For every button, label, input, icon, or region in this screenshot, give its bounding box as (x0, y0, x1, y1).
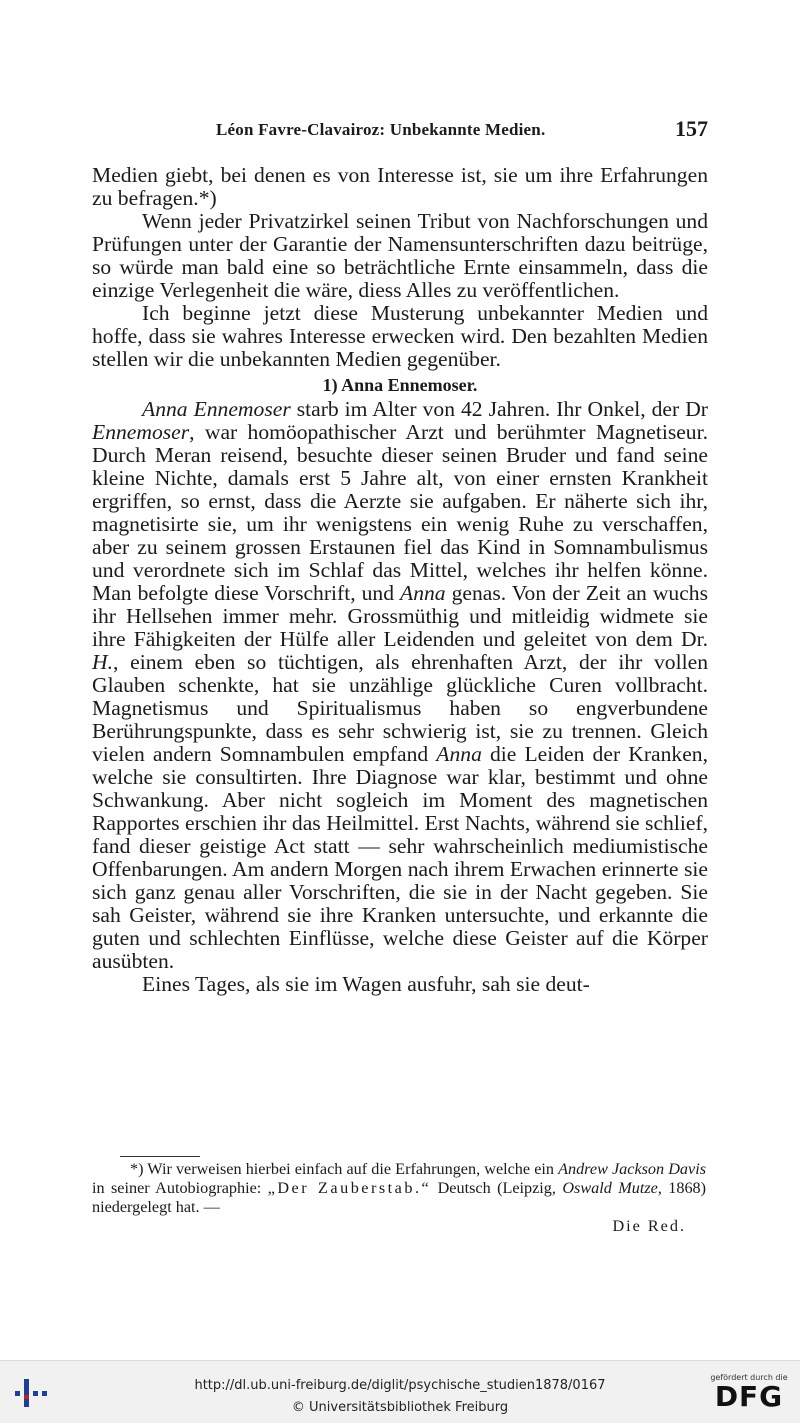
person-name: Anna Ennemoser (142, 397, 291, 421)
footnote-rule (120, 1156, 200, 1157)
dfg-logo[interactable] (708, 1373, 790, 1415)
text-run: die Leiden der Kranken, welche sie consultirten. Ihre Diagnose war klar, bestimmt und ohne Schwankung. Aber nicht sogleich im Moment des magnetischen Rapportes erschien ihr das Heilmittel. Erst Nachts, während sie schlief, fand dieser geistige Act statt — sehr wahrscheinlich mediumistische Offenbarungen. Am andern Morgen nach ihrem Erwachen erinnerte sie sich ganz genau aller Vorschriften, die sie in der Nacht gegeben. Sie sah Geister, während sie ihre Kranken untersuchte, und erkannte die guten und schlechten Einflüsse, welche diese Geister auf die Körper ausübten. (92, 742, 708, 973)
dfg-logo-text: DFG (714, 1380, 784, 1413)
paragraph (92, 398, 708, 973)
person-name: Anna (400, 581, 446, 605)
paragraph: Eines Tages, als sie im Wagen ausfuhr, sah sie deut- (142, 972, 590, 996)
footnote-text (92, 1160, 706, 1217)
book-title: „Der Zauberstab.“ (267, 1179, 432, 1197)
footnote (92, 1160, 706, 1236)
person-name: Ennemoser (92, 420, 190, 444)
page-number: 157 (675, 116, 708, 141)
text-run: starb im Alter von 42 Jahren. Ihr Onkel, der Dr (290, 397, 708, 421)
paragraph: Ich beginne jetzt diese Musterung unbekannter Medien und hoffe, dass sie wahres Interesse erwecken wird. Den bezahlten Medien stellen wir die unbekannten Medien gegenüber. (92, 301, 708, 371)
paragraph: Medien giebt, bei denen es von Interesse ist, sie um ihre Erfahrungen zu befragen.*) (92, 163, 708, 210)
body-text (92, 164, 708, 996)
text-run: genas. Von der Zeit an wuchs ihr Hellsehen immer mehr. Grossmüthig und mitleidig widmete sie ihre Fähigkeiten der Hülfe aller Leidenden und geleitet von dem Dr. (92, 581, 708, 651)
text-run: , einem eben so tüchtigen, als ehrenhaften Arzt, der ihr vollen Glauben schenkte, hat sie unzählige glückliche Curen vollbracht. Magnetismus und Spiritualismus haben so engverbundene Berührungspunkte, dass es sehr schwierig ist, sie zu trennen. Gleich vielen andern Somnambulen empfand (92, 650, 708, 766)
dfg-funding-text: gefördert durch die (710, 1373, 788, 1382)
copyright-notice: © Universitätsbibliothek Freiburg (291, 1400, 509, 1415)
viewer-footer (0, 1360, 800, 1423)
person-name: H. (92, 650, 113, 674)
person-name: Anna (436, 742, 482, 766)
page-header (92, 118, 708, 148)
text-run: , 1868) niedergelegt hat. — (92, 1179, 707, 1216)
text-run: *) Wir verweisen hierbei einfach auf die Erfahrungen, welche ein (130, 1160, 559, 1178)
text-run: , war homöopathischer Arzt und berühmter Magnetiseur. Durch Meran reisend, besuchte dieser seinen Bruder und fand seine kleine Nichte, damals erst 5 Jahre alt, von einer ernsten Krankheit ergriffen, so ernst, dass die Aerzte sie aufgaben. Er näherte sich ihr, magnetisirte sie, um ihr wenigstens ein wenig Ruhe zu verschaffen, aber zu seinem grossen Erstaunen fiel das Kind in Somnambulismus und verordnete sich im Schlaf das Mittel, welches ihr helfen könne. Man befolgte diese Vorschrift, und (92, 420, 708, 605)
text-run: Deutsch (Leipzig, (431, 1179, 563, 1197)
running-title: Léon Favre-Clavairoz: Unbekannte Medien. (216, 120, 546, 139)
source-url[interactable]: http://dl.ub.uni-freiburg.de/diglit/psychische_studien1878/0167 (194, 1378, 606, 1393)
person-name: Andrew Jackson Davis (558, 1160, 707, 1178)
section-heading: 1) Anna Ennemoser. (322, 375, 478, 395)
editor-signature: Die Red. (612, 1217, 686, 1235)
paragraph: Wenn jeder Privatzirkel seinen Tribut von Nachforschungen und Prüfungen unter der Garantie der Namensunterschriften dazu beitrüge, so würde man bald eine so beträchtliche Ernte einsammeln, dass die einzige Verlegenheit die wäre, diess Alles zu veröffentlichen. (92, 209, 708, 302)
text-run: in seiner Autobiographie: (92, 1179, 268, 1197)
publisher-name: Oswald Mutze (562, 1179, 658, 1197)
